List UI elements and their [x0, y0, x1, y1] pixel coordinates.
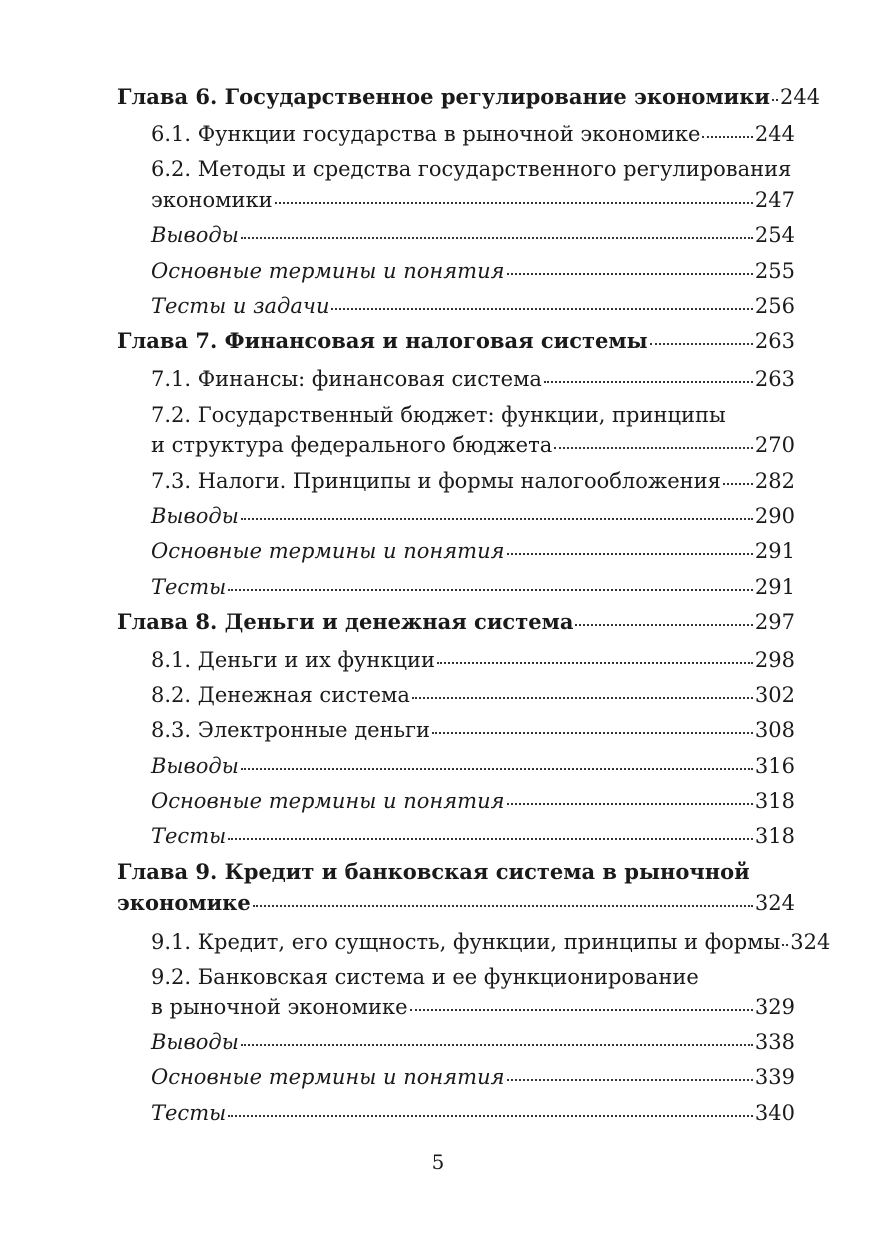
toc-title: в рыночной экономике: [151, 995, 408, 1019]
toc-section-8-3[interactable]: [151, 717, 795, 743]
toc-tests-7[interactable]: [151, 574, 795, 600]
toc-section-7-2[interactable]: [151, 432, 795, 458]
toc-chapter-9[interactable]: [117, 890, 795, 916]
toc-tests-8[interactable]: [151, 823, 795, 849]
toc-page: 329: [754, 995, 795, 1019]
toc-title: Глава 7. Финансовая и налоговая системы: [117, 328, 648, 353]
toc-page: 255: [754, 259, 795, 283]
toc-page: 263: [754, 329, 795, 353]
leader-dots: [432, 732, 753, 734]
toc-page: 291: [754, 575, 795, 599]
leader-dots: [544, 381, 753, 383]
toc-conclusions-6[interactable]: [151, 222, 795, 248]
leader-dots: [723, 483, 753, 485]
toc-chapter-8[interactable]: [117, 609, 795, 635]
toc-title: Тесты: [151, 824, 227, 848]
toc-section-8-2[interactable]: [151, 682, 795, 708]
leader-dots: [507, 1079, 753, 1081]
toc-page: 254: [754, 223, 795, 247]
toc-title: 8.2. Денежная система: [151, 683, 410, 707]
toc-title: Выводы: [151, 223, 239, 247]
toc-title: Глава 8. Деньги и денежная система: [117, 609, 574, 634]
leader-dots: [241, 1044, 753, 1046]
leader-dots: [507, 553, 753, 555]
toc-section-9-2[interactable]: [151, 994, 795, 1020]
toc-terms-9[interactable]: [151, 1064, 795, 1090]
page-number: 5: [431, 1150, 445, 1174]
toc-title: Основные термины и понятия: [151, 259, 505, 283]
toc-title: 9.1. Кредит, его сущность, функции, принципы и формы: [151, 930, 781, 954]
toc-section-7-1[interactable]: [151, 366, 795, 392]
toc-title: Глава 6. Государственное регулирование экономики: [117, 84, 770, 109]
toc-page: 318: [754, 789, 795, 813]
toc-page: 291: [754, 539, 795, 563]
toc-page: 247: [754, 188, 795, 212]
toc-page: 290: [754, 504, 795, 528]
leader-dots: [241, 237, 753, 239]
toc-page: 316: [754, 754, 795, 778]
toc-page: 339: [754, 1065, 795, 1089]
toc-terms-6[interactable]: [151, 258, 795, 284]
toc-page: 244: [754, 122, 795, 146]
toc-section-6-1[interactable]: [151, 121, 795, 147]
toc-title: Основные термины и понятия: [151, 539, 505, 563]
toc-page: 340: [754, 1101, 795, 1125]
toc-page: 256: [754, 294, 795, 318]
toc-page: 270: [754, 433, 795, 457]
toc-chapter-7[interactable]: [117, 328, 795, 354]
toc-page: 338: [754, 1030, 795, 1054]
leader-dots: [782, 944, 788, 946]
leader-dots: [772, 99, 778, 101]
leader-dots: [410, 1009, 753, 1011]
toc-title: экономике: [117, 890, 251, 915]
toc-page: 244: [780, 85, 821, 109]
toc-title: 8.1. Деньги и их функции: [151, 648, 435, 672]
toc-section-6-2-line1[interactable]: 6.2. Методы и средства государственного регулирования: [151, 157, 792, 181]
leader-dots: [253, 905, 753, 907]
toc-title: и структура федерального бюджета: [151, 433, 553, 457]
leader-dots: [507, 803, 753, 805]
toc-page: 302: [754, 683, 795, 707]
toc-title: 7.3. Налоги. Принципы и формы налогообложения: [151, 469, 721, 493]
toc-page: 324: [754, 891, 795, 915]
toc-conclusions-8[interactable]: [151, 753, 795, 779]
toc-page: 308: [754, 718, 795, 742]
toc-tests-9[interactable]: [151, 1100, 795, 1126]
toc-section-9-1[interactable]: [151, 929, 831, 955]
toc-page: 263: [754, 367, 795, 391]
toc-title: Тесты: [151, 1101, 227, 1125]
toc-title: 7.1. Финансы: финансовая система: [151, 367, 542, 391]
toc-chapter-6[interactable]: [117, 84, 821, 110]
toc-section-8-1[interactable]: [151, 647, 795, 673]
leader-dots: [275, 202, 753, 204]
leader-dots: [241, 768, 753, 770]
toc-section-6-2[interactable]: [151, 187, 795, 213]
toc-title: Выводы: [151, 1030, 239, 1054]
leader-dots: [228, 1115, 753, 1117]
toc-title: Выводы: [151, 504, 239, 528]
toc-terms-7[interactable]: [151, 538, 795, 564]
toc-section-9-2-line1[interactable]: 9.2. Банковская система и ее функционирование: [151, 965, 699, 989]
toc-title: Выводы: [151, 754, 239, 778]
toc-page: 282: [754, 469, 795, 493]
toc-conclusions-7[interactable]: [151, 503, 795, 529]
toc-title: экономики: [151, 188, 273, 212]
toc-page: 318: [754, 824, 795, 848]
toc-page: 298: [754, 648, 795, 672]
leader-dots: [507, 273, 753, 275]
toc-title: Основные термины и понятия: [151, 789, 505, 813]
toc-title: 8.3. Электронные деньги: [151, 718, 431, 742]
leader-dots: [650, 343, 753, 345]
leader-dots: [228, 838, 753, 840]
toc-section-7-2-line1[interactable]: 7.2. Государственный бюджет: функции, принципы: [151, 403, 726, 427]
leader-dots: [228, 589, 753, 591]
leader-dots: [241, 518, 753, 520]
toc-tests-6[interactable]: [151, 293, 795, 319]
toc-conclusions-9[interactable]: [151, 1029, 795, 1055]
leader-dots: [437, 662, 753, 664]
leader-dots: [412, 697, 753, 699]
toc-page: 297: [754, 610, 795, 634]
toc-chapter-9-line1[interactable]: Глава 9. Кредит и банковская система в рыночной: [117, 859, 750, 884]
toc-section-7-3[interactable]: [151, 468, 795, 494]
toc-title: Основные термины и понятия: [151, 1065, 505, 1089]
leader-dots: [702, 136, 752, 138]
leader-dots: [554, 447, 753, 449]
leader-dots: [331, 308, 752, 310]
toc-terms-8[interactable]: [151, 788, 795, 814]
leader-dots: [575, 624, 752, 626]
toc-title: 6.1. Функции государства в рыночной экономике: [151, 122, 701, 146]
toc-title: Тесты: [151, 575, 227, 599]
toc-page: 324: [790, 930, 831, 954]
toc-title: Тесты и задачи: [151, 294, 330, 318]
